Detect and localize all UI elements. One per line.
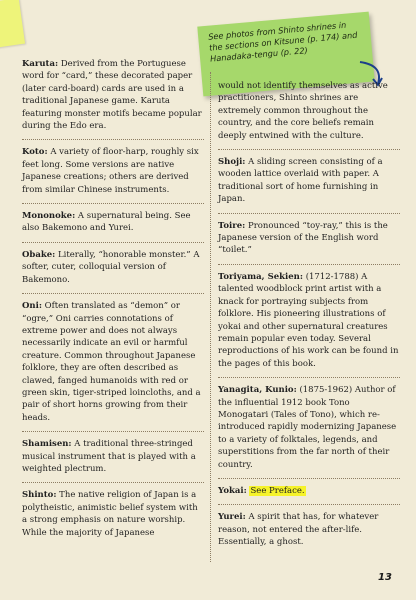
entry-definition: A variety of floor-harp, roughly six feet long. Some versions are native Japanese creations; others are derived from similar Chinese instruments. <box>22 147 199 195</box>
glossary-entry-shamisen <box>22 432 204 483</box>
entry-definition: Literally, “honorable monster.” A softer, cuter, colloquial version of Bakemono. <box>22 249 200 285</box>
glossary-entry-shinto-continued <box>218 80 400 150</box>
entry-term: Shamisen: <box>22 439 72 450</box>
entry-definition: Often translated as “demon” or “ogre,” Oni carries connotations of extreme power and does not always necessarily indicate an evil or harmful creature. Common throughout Japanese folklore, they are often described as clawed, fanged humanoids with red or green skin, tiger-striped loincloths, and a pair of short horns growing from their heads. <box>22 301 201 423</box>
entry-term: Karuta: <box>22 59 59 69</box>
glossary-entry-yanagita <box>218 378 400 479</box>
glossary-entry-mononoke <box>22 204 204 243</box>
entry-term: Yurei: <box>218 512 246 523</box>
entry-term: Oni: <box>22 301 42 312</box>
corner-sticky-note <box>0 0 25 48</box>
entry-term: Toriyama, Sekien: <box>218 271 303 282</box>
glossary-entry-obake <box>22 243 204 294</box>
entry-definition: A sliding screen consisting of a wooden lattice overlaid with paper. A traditional sort of home furnishing in Japan. <box>218 157 383 205</box>
entry-definition: A supernatural being. See also Bakemono and Yurei. <box>22 211 191 234</box>
entry-definition: The native religion of Japan is a polytheistic, animistic belief system with a strong emphasis on nature worship. While the majority of Japanese <box>22 490 198 538</box>
sticky-note-text: See photos from Shinto shrines in the sections on Kitsune (p. 174) and Hanadaka-tengu (p. 22) <box>207 19 358 64</box>
entry-dates: (1875-1962) <box>299 385 353 396</box>
column-divider <box>210 72 211 562</box>
page-number: 13 <box>378 572 392 583</box>
entry-definition: A traditional three-stringed musical instrument that is played with a weighted plectrum. <box>22 439 196 474</box>
glossary-entry-karuta <box>22 58 204 140</box>
entry-term: Shinto: <box>22 490 57 501</box>
entry-definition: Derived from the Portuguese word for “card,” these decorated paper (later card-board) cards are used in a traditional Japanese game. Karuta featuring monster motifs became popular during the Edo era. <box>22 59 202 132</box>
left-column <box>22 58 204 546</box>
entry-term: Shoji: <box>218 157 246 168</box>
entry-dates: (1712-1788) <box>305 271 359 282</box>
glossary-entry-koto <box>22 140 204 204</box>
entry-term: Toire: <box>218 220 246 231</box>
entry-term: Mononoke: <box>22 211 76 222</box>
entry-term: Yokai: <box>218 485 247 496</box>
glossary-entry-oni <box>22 294 204 432</box>
entry-definition: A spirit that has, for whatever reason, not entered the after-life. Essentially, a ghost. <box>218 512 379 548</box>
glossary-entry-shinto <box>22 483 204 546</box>
entry-term: Koto: <box>22 147 48 158</box>
entry-definition: A talented woodblock print artist with a knack for portraying subjects from folklore. His pioneering illustrations of yokai and other supernatural creatures remain popular even today. Several reproductions of his work can be found in the pages of this book. <box>218 271 399 369</box>
entry-term: Obake: <box>22 249 56 260</box>
entry-definition: Author of the influential 1912 book Tono Monogatari (Tales of Tono), which re-introduced rapidly modernizing Japanese to a variety of folktales, legends, and superstitions from the far north of their country. <box>218 385 397 470</box>
glossary-entry-shoji <box>218 150 400 214</box>
glossary-entry-yokai <box>218 479 400 505</box>
entry-definition: would not identify themselves as active practitioners, Shinto shrines are extremely common throughout the country, and the core beliefs remain deeply entwined with the culture. <box>218 81 388 141</box>
entry-definition-highlighted: See Preface. <box>250 485 305 496</box>
glossary-entry-toriyama <box>218 265 400 378</box>
glossary-entry-yurei <box>218 505 400 555</box>
entry-term: Yanagita, Kunio: <box>218 385 297 396</box>
entry-definition: Pronounced “toy-ray,” this is the Japanese version of the English word “toilet.” <box>218 220 388 256</box>
right-column <box>218 80 400 556</box>
glossary-entry-toire <box>218 214 400 265</box>
